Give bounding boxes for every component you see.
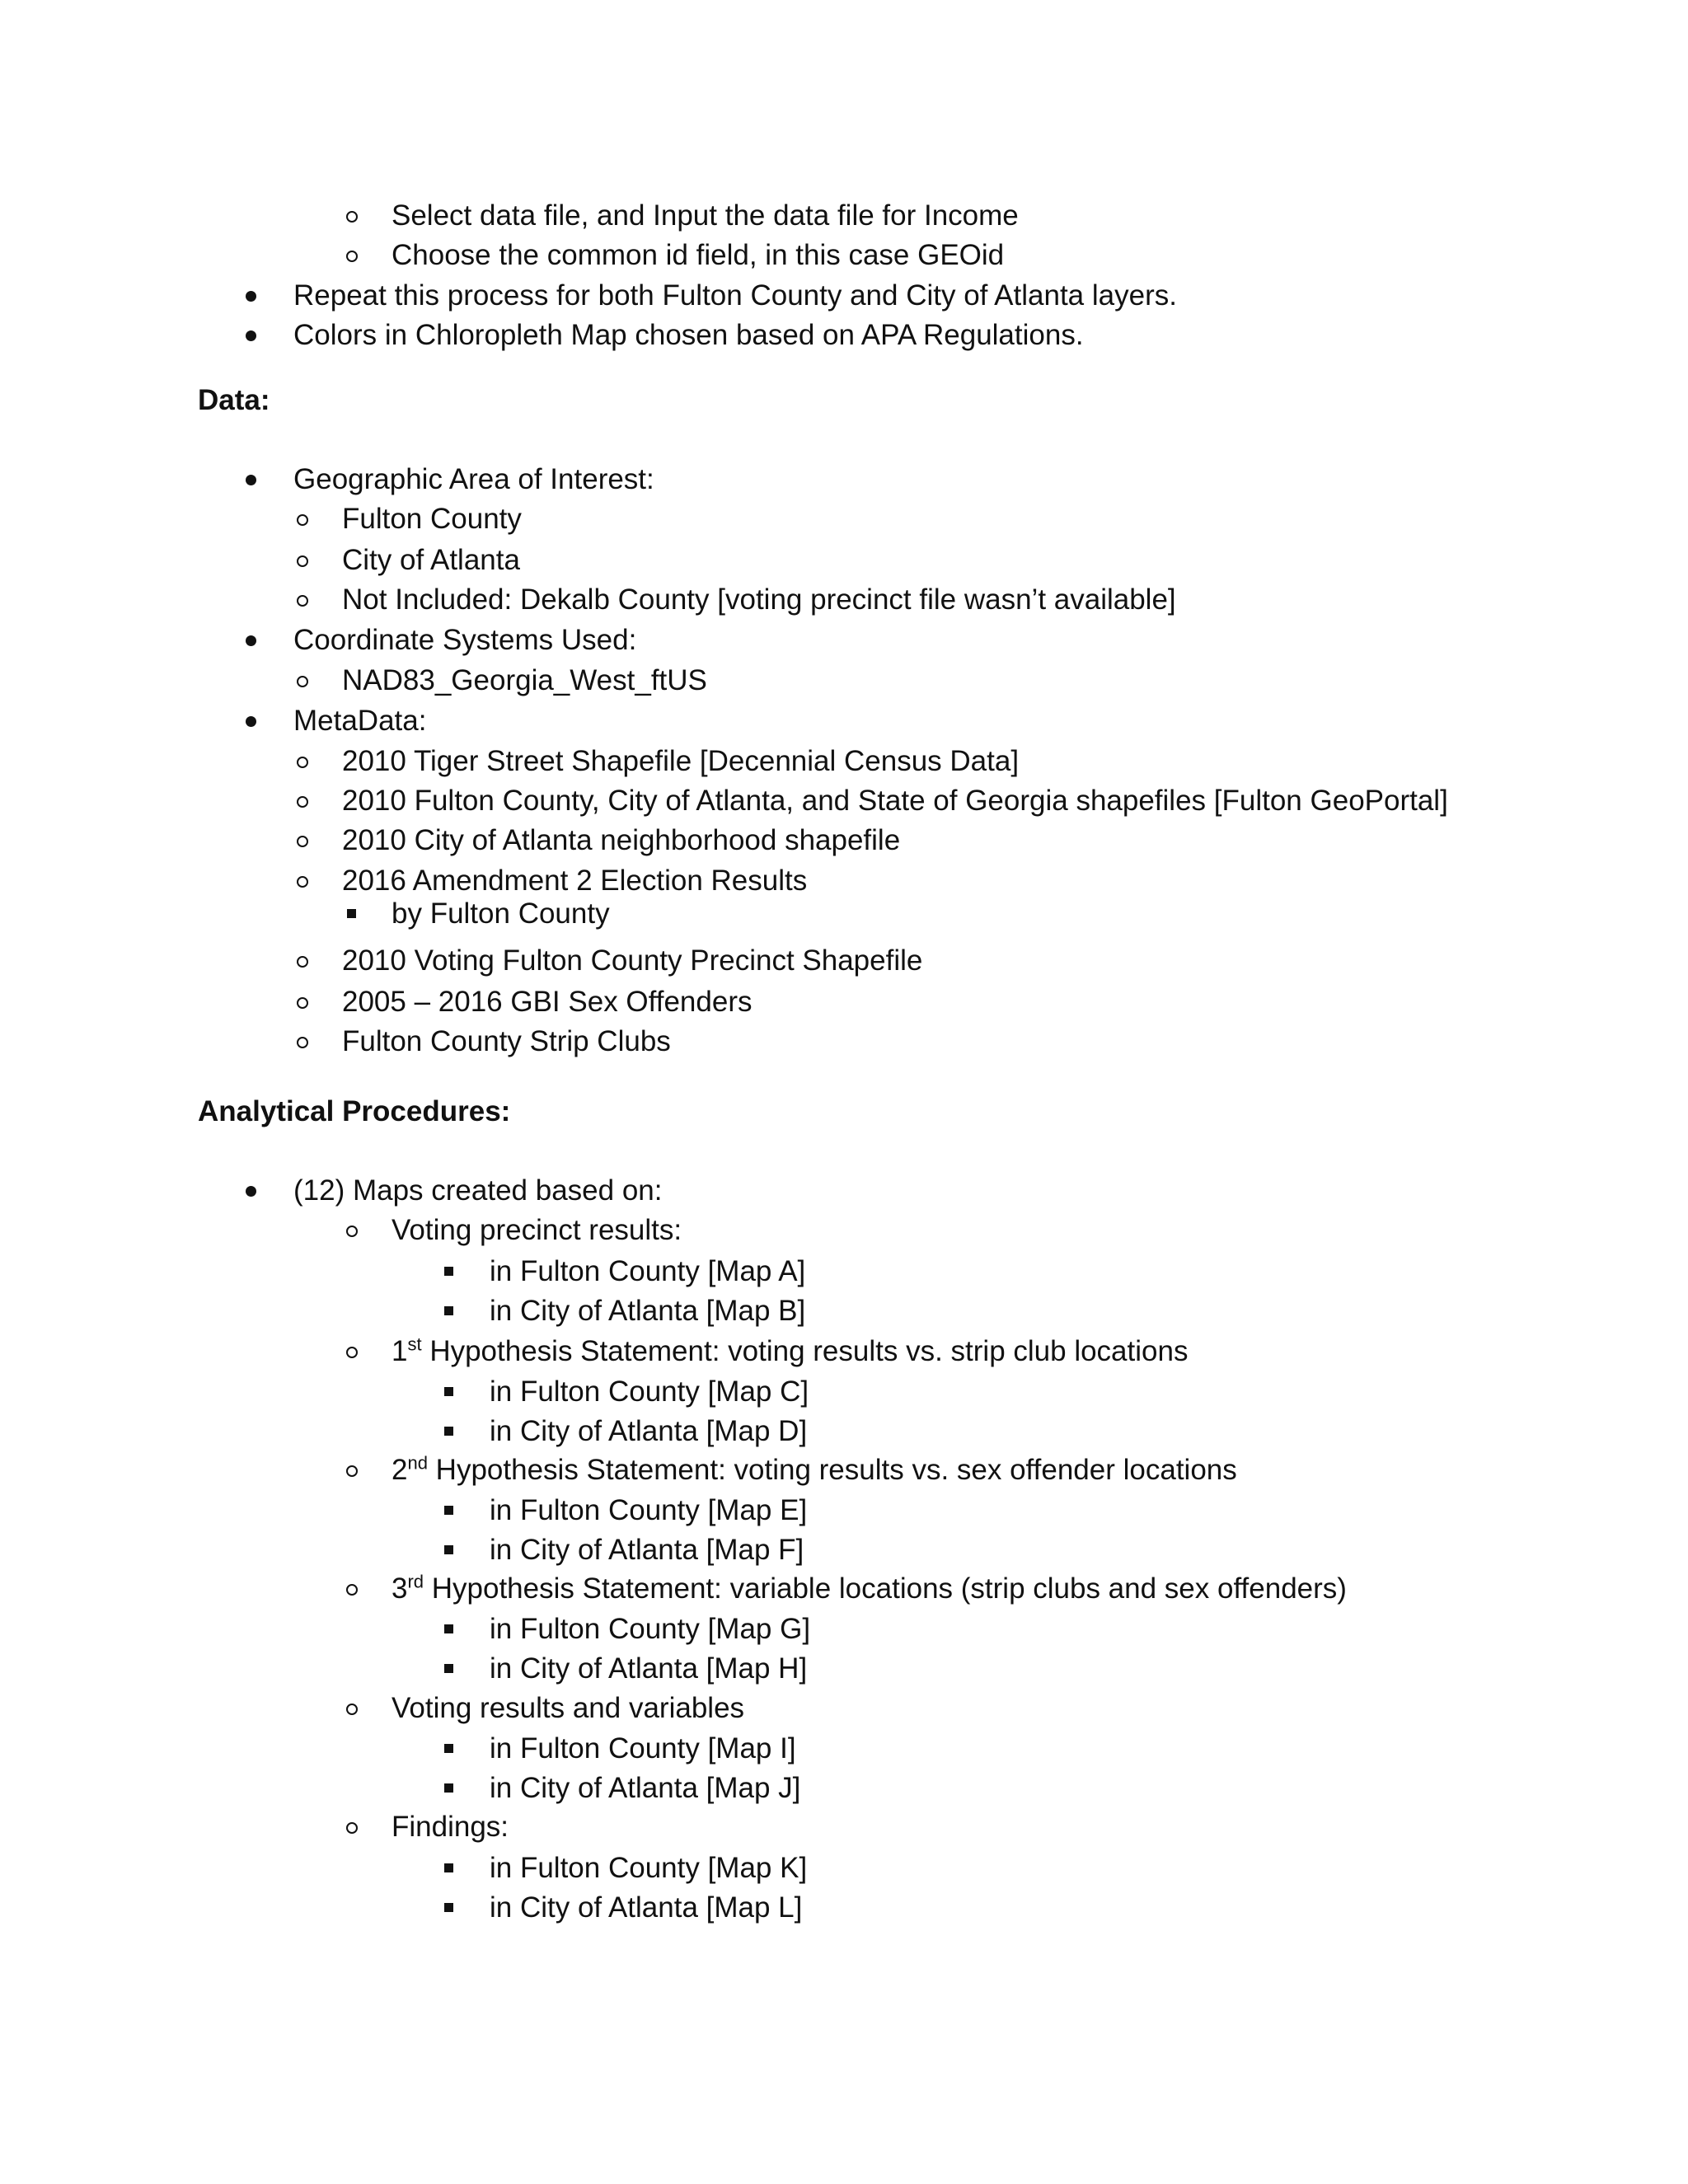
hypothesis-text: Hypothesis Statement: voting results vs. strip club locations [421, 1335, 1189, 1367]
list-item: 2010 City of Atlanta neighborhood shapefile [342, 824, 901, 856]
circle-bullet-icon [297, 796, 308, 808]
list-item: 2010 Tiger Street Shapefile [Decennial Census Data] [342, 745, 1020, 777]
list-item: 2016 Amendment 2 Election Results [342, 865, 808, 897]
list-item: in City of Atlanta [Map J] [490, 1772, 801, 1804]
circle-bullet-icon [297, 676, 308, 687]
ordinal-suffix: rd [407, 1571, 424, 1592]
circle-bullet-icon [346, 1822, 358, 1834]
circle-bullet-icon [297, 555, 308, 567]
bullet-icon [246, 291, 256, 302]
list-item: in City of Atlanta [Map H] [490, 1652, 808, 1685]
square-bullet-icon [444, 1744, 453, 1753]
circle-bullet-icon [346, 1226, 358, 1237]
ordinal-suffix: nd [407, 1452, 428, 1474]
list-item [392, 1571, 1347, 1607]
list-item: Fulton County [342, 503, 522, 535]
list-item: 2010 Fulton County, City of Atlanta, and State of Georgia shapefiles [Fulton GeoPortal] [342, 785, 1448, 817]
list-item: Select data file, and Input the data file for Income [392, 199, 1019, 232]
list-item: in Fulton County [Map K] [490, 1852, 808, 1884]
list-item: in Fulton County [Map A] [490, 1255, 806, 1287]
ordinal-number: 1 [392, 1335, 408, 1367]
list-item: Not Included: Dekalb County [voting precinct file wasn’t available] [342, 583, 1176, 616]
bullet-icon [246, 475, 256, 485]
list-item: in City of Atlanta [Map F] [490, 1534, 804, 1566]
circle-bullet-icon [346, 1347, 358, 1358]
list-item: in Fulton County [Map G] [490, 1613, 811, 1645]
list-item: MetaData: [293, 705, 427, 737]
ordinal-number: 2 [392, 1454, 408, 1486]
square-bullet-icon [444, 1783, 453, 1793]
circle-bullet-icon [297, 876, 308, 888]
ordinal-number: 3 [392, 1572, 408, 1605]
list-item: 2010 Voting Fulton County Precinct Shapefile [342, 944, 923, 977]
list-item: (12) Maps created based on: [293, 1174, 663, 1207]
list-item: Geographic Area of Interest: [293, 463, 654, 495]
list-item: in Fulton County [Map E] [490, 1494, 808, 1526]
square-bullet-icon [444, 1267, 453, 1276]
circle-bullet-icon [346, 211, 358, 223]
square-bullet-icon [444, 1545, 453, 1554]
list-item: Fulton County Strip Clubs [342, 1025, 671, 1057]
hypothesis-text: Hypothesis Statement: variable locations (strip clubs and sex offenders) [424, 1572, 1347, 1605]
list-item: Voting results and variables [392, 1692, 745, 1724]
list-item: 2005 – 2016 GBI Sex Offenders [342, 986, 753, 1018]
list-item: City of Atlanta [342, 544, 520, 576]
square-bullet-icon [444, 1903, 453, 1912]
square-bullet-icon [444, 1506, 453, 1515]
list-item: in Fulton County [Map I] [490, 1732, 796, 1765]
list-item: Colors in Chloropleth Map chosen based on APA Regulations. [293, 319, 1084, 351]
circle-bullet-icon [346, 1704, 358, 1715]
ordinal-suffix: st [407, 1333, 422, 1355]
list-item: by Fulton County [392, 898, 610, 930]
list-item: Choose the common id field, in this case GEOid [392, 239, 1005, 271]
list-item: Voting precinct results: [392, 1214, 682, 1246]
square-bullet-icon [347, 909, 356, 918]
list-item: Repeat this process for both Fulton County and City of Atlanta layers. [293, 279, 1177, 312]
list-item: Findings: [392, 1811, 509, 1843]
list-item: NAD83_Georgia_West_ftUS [342, 664, 707, 696]
section-heading-data: Data: [198, 384, 270, 416]
hypothesis-text: Hypothesis Statement: voting results vs. sex offender locations [427, 1454, 1237, 1486]
bullet-icon [246, 1186, 256, 1197]
circle-bullet-icon [297, 1037, 308, 1048]
square-bullet-icon [444, 1306, 453, 1315]
circle-bullet-icon [346, 1465, 358, 1477]
list-item [392, 1333, 1188, 1370]
circle-bullet-icon [297, 514, 308, 526]
bullet-icon [246, 716, 256, 727]
circle-bullet-icon [297, 757, 308, 768]
square-bullet-icon [444, 1664, 453, 1673]
square-bullet-icon [444, 1387, 453, 1396]
bullet-icon [246, 635, 256, 646]
section-heading-analytical-procedures: Analytical Procedures: [198, 1095, 511, 1127]
square-bullet-icon [444, 1863, 453, 1872]
list-item: in City of Atlanta [Map D] [490, 1415, 808, 1447]
list-item: Coordinate Systems Used: [293, 624, 637, 656]
square-bullet-icon [444, 1427, 453, 1436]
list-item: in Fulton County [Map C] [490, 1376, 809, 1408]
circle-bullet-icon [297, 836, 308, 847]
list-item: in City of Atlanta [Map L] [490, 1891, 803, 1924]
circle-bullet-icon [346, 251, 358, 262]
list-item: in City of Atlanta [Map B] [490, 1295, 806, 1327]
circle-bullet-icon [297, 956, 308, 968]
circle-bullet-icon [297, 997, 308, 1009]
circle-bullet-icon [346, 1584, 358, 1596]
list-item [392, 1452, 1237, 1488]
bullet-icon [246, 330, 256, 341]
square-bullet-icon [444, 1624, 453, 1633]
circle-bullet-icon [297, 595, 308, 607]
